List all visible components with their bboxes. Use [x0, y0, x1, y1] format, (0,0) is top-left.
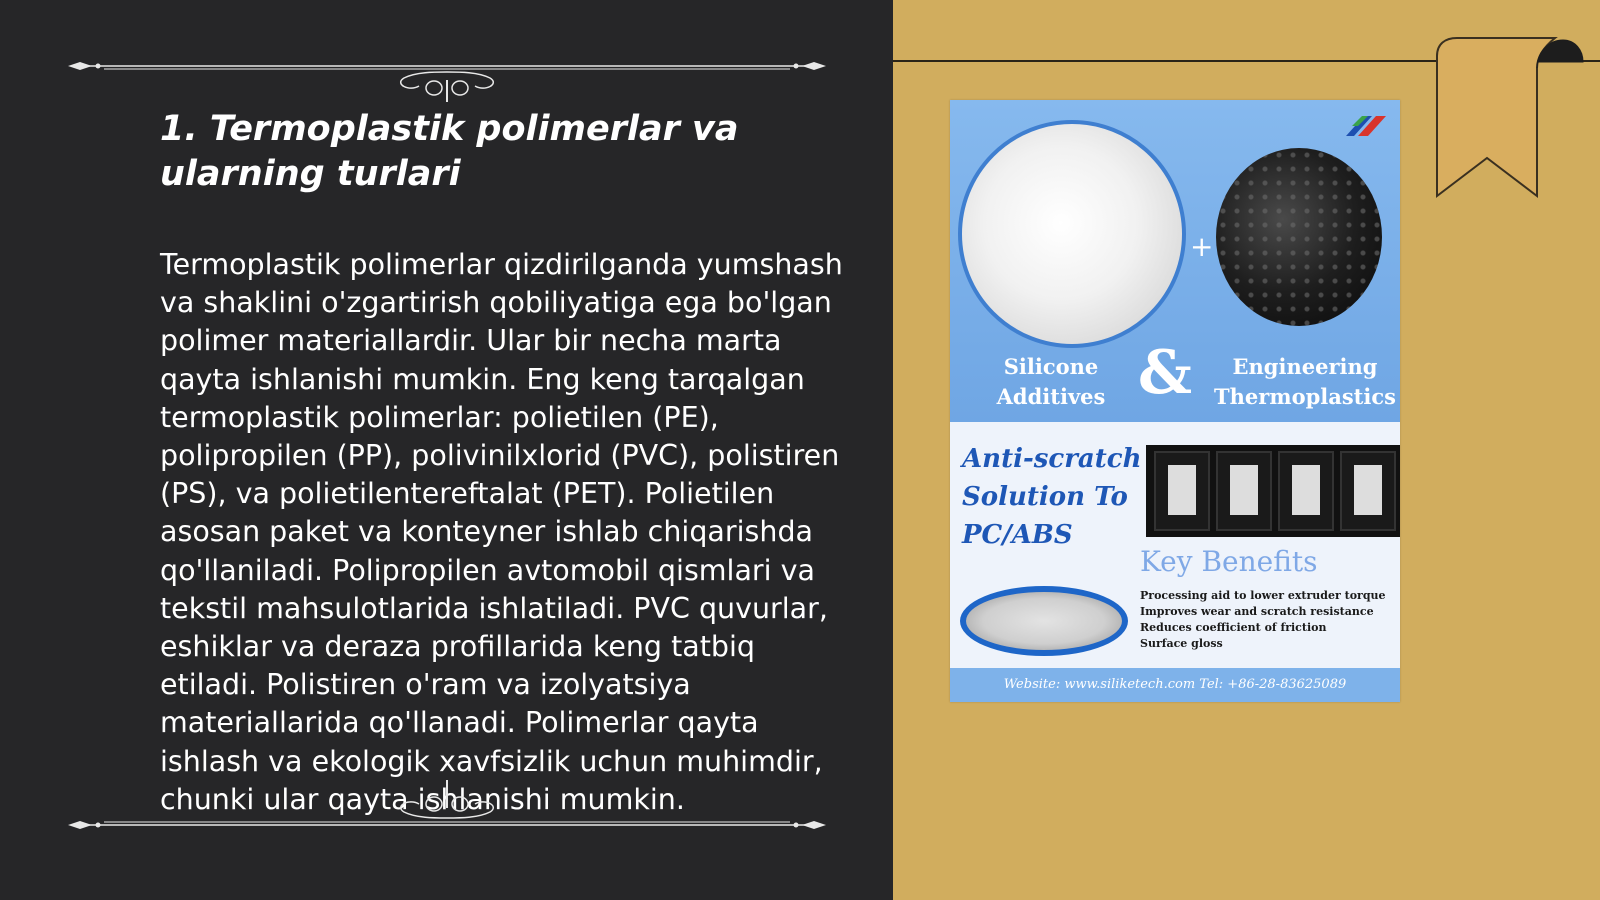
bottom-ornament-divider [64, 778, 830, 838]
slide-body-text: Termoplastik polimerlar qizdirilganda yumshash va shaklini o'zgartirish qobiliyatiga ega bo'lgan polimer materiallardir. Ular bir necha marta qayta ishlanishi mumkin. Eng keng tarqalgan termoplastik polimerlar: polietilen (PE), polipropilen (PP), polivinilxlorid (PVC), polistiren (PS), va polietilentereftalat (PET). Polietilen asosan paket va konteyner ishlab chiqarishda qo'llaniladi. Polipropilen avtomobil qismlari va tekstil mahsulotlarida ishlatiladi. PVC quvurlar, eshiklar va deraza profillarida keng tatbiq etiladi. Polistiren o'ram va izolyatsiya materiallarida qo'llanadi. Polimerlar qayta ishlash va ekologik xavfsizlik uchun muhimdir, chunki ular qayta ishlanishi mumkin. [160, 248, 843, 816]
black-pellets-texture [1216, 148, 1382, 326]
plus-sign: + [1190, 230, 1214, 263]
plastic-part [1340, 451, 1396, 531]
plastic-parts-photo [1146, 445, 1400, 537]
product-poster-image [950, 100, 1400, 702]
plastic-part [1216, 451, 1272, 531]
ampersand-label: & [1137, 338, 1193, 408]
key-benefits-heading: Key Benefits [1140, 545, 1318, 578]
slide-title: 1. Termoplastik polimerlar va ularning turlari [160, 109, 739, 194]
white-pellets-image [958, 120, 1186, 348]
silicone-additives-label: Silicone Additives [996, 354, 1106, 409]
top-ornament-divider [64, 44, 830, 104]
poster-top-area [950, 100, 1400, 422]
plastic-part [1278, 451, 1334, 531]
plastic-part [1154, 451, 1210, 531]
brand-logo-icon [1342, 112, 1388, 144]
anti-scratch-heading: Anti-scratch Solution To PC/ABS [962, 444, 1142, 550]
benefit-item: Processing aid to lower extruder torque [1140, 589, 1386, 602]
engineering-thermoplastics-label: Engineering Thermoplastics [1214, 354, 1396, 409]
benefit-item: Reduces coefficient of friction [1140, 621, 1327, 634]
bookmark-ribbon-icon [1435, 36, 1585, 201]
benefit-item: Surface gloss [1140, 637, 1223, 650]
benefits-list [1140, 588, 1386, 652]
poster-footer: Website: www.siliketech.com Tel: +86-28-83625089 [950, 668, 1400, 702]
powder-dish-image [960, 586, 1128, 656]
benefit-item: Improves wear and scratch resistance [1140, 605, 1374, 618]
